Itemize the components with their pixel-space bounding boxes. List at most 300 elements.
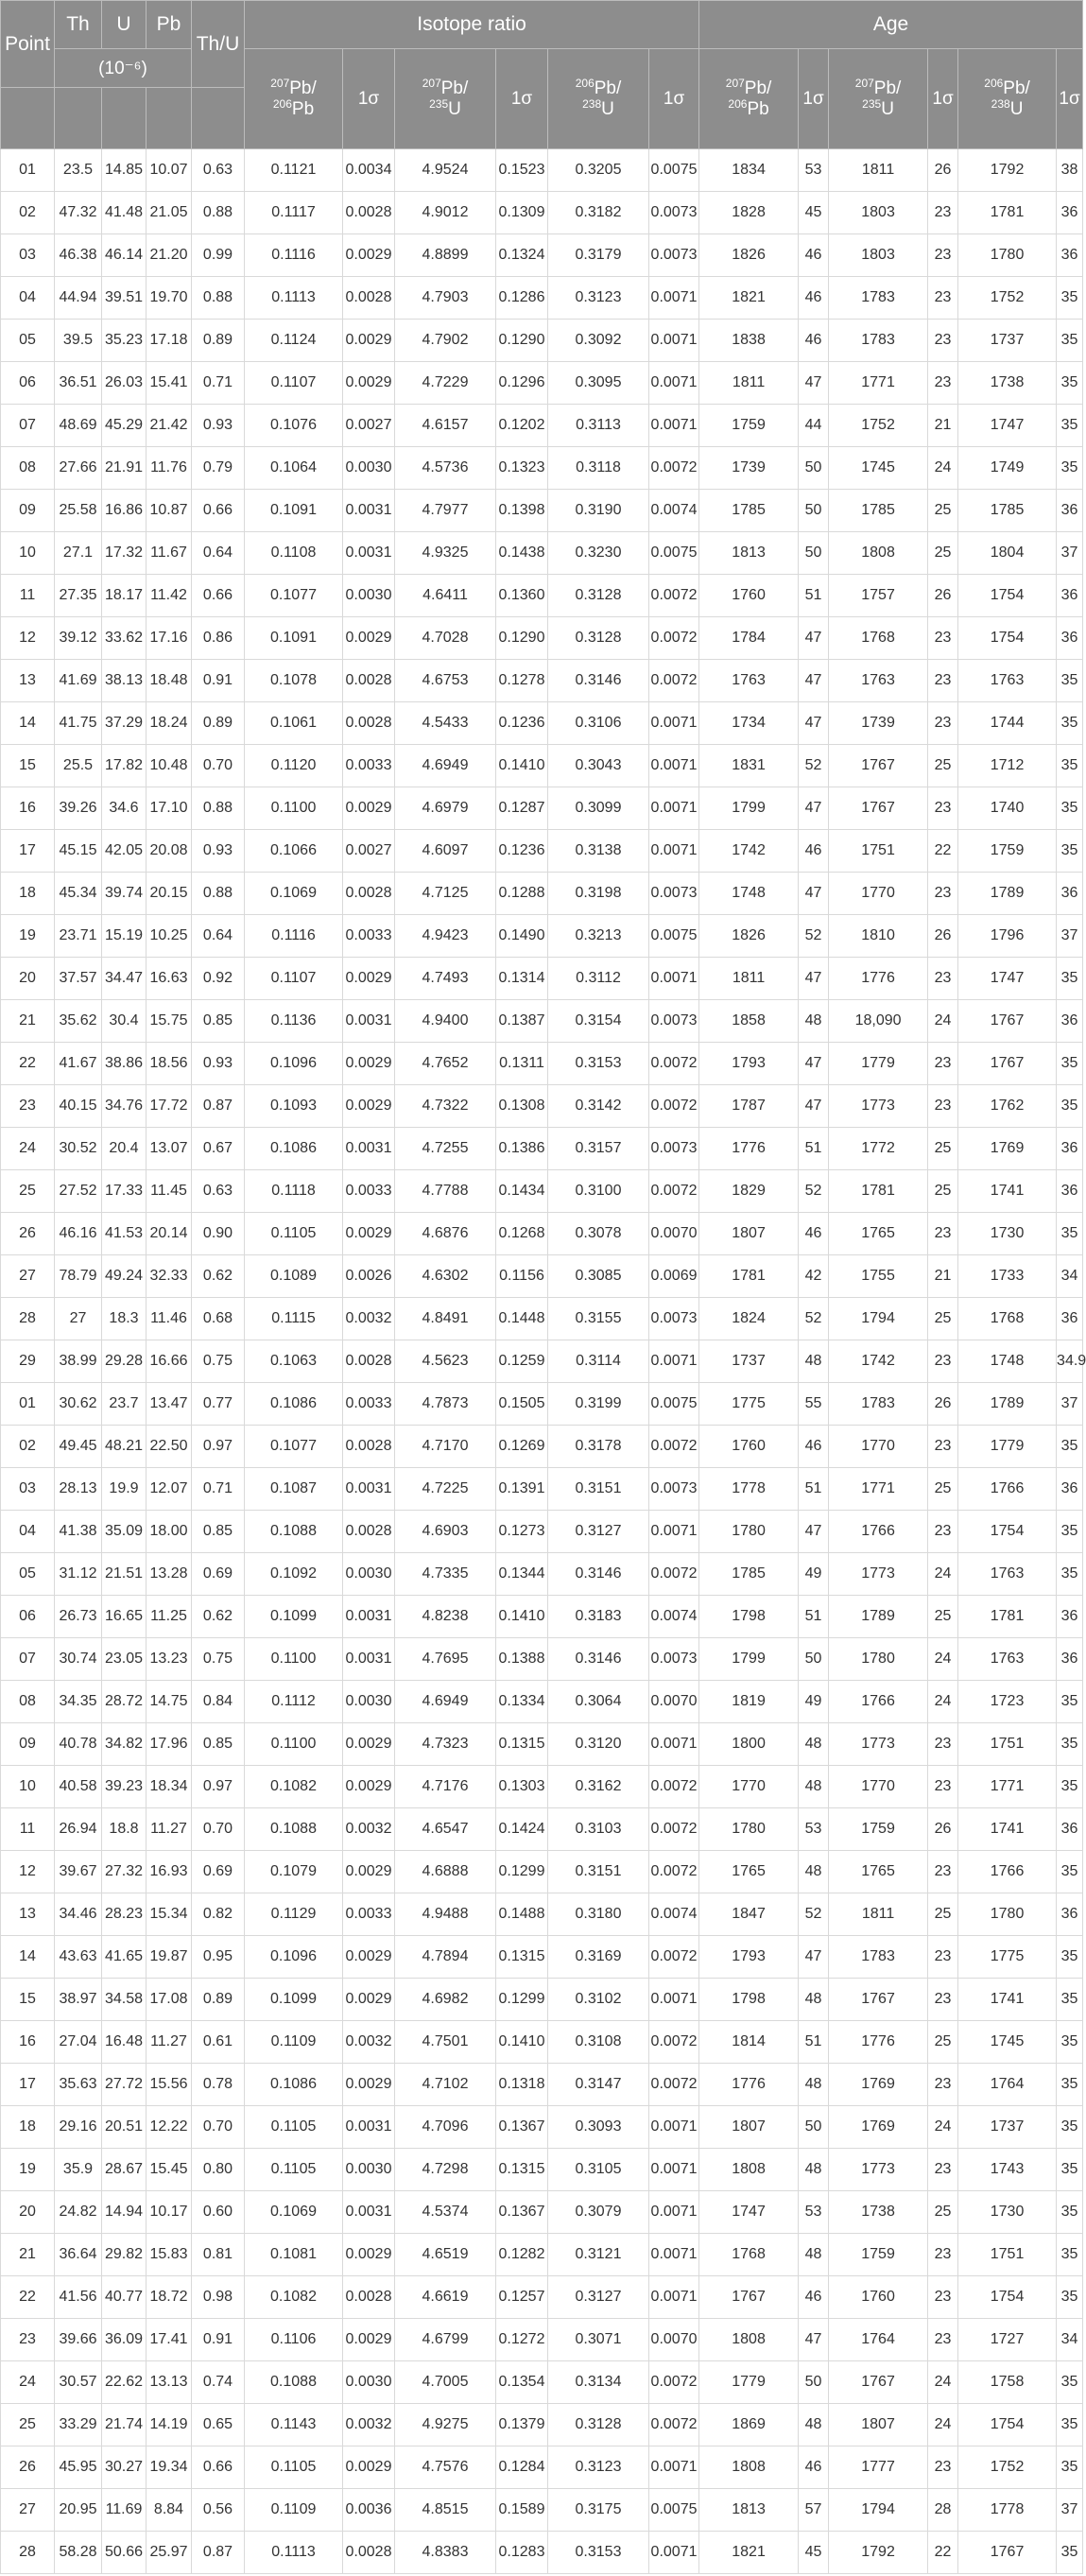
table-cell: 1767: [699, 2276, 799, 2319]
table-cell: 30.52: [55, 1128, 102, 1170]
table-row: [1, 1298, 1083, 1340]
table-cell: 0.0029: [343, 320, 395, 362]
table-cell: 0.70: [192, 745, 245, 787]
table-cell: 0.3151: [548, 1468, 649, 1511]
table-cell: 0.0071: [649, 1723, 699, 1766]
table-cell: 0.1078: [245, 660, 343, 702]
table-cell: 13: [1, 1893, 55, 1936]
table-cell: 1783: [829, 277, 928, 320]
table-cell: 0.1105: [245, 2106, 343, 2149]
table-cell: 23: [928, 192, 958, 234]
table-row: [1, 362, 1083, 405]
table-cell: 1741: [958, 1808, 1057, 1851]
table-cell: 37: [1057, 1383, 1083, 1426]
table-cell: 45: [799, 2532, 829, 2574]
table-cell: 16.48: [102, 2021, 147, 2064]
table-cell: 38.86: [102, 1043, 147, 1085]
table-cell: 1766: [829, 1681, 928, 1723]
table-cell: 4.9400: [395, 1000, 496, 1043]
table-cell: 1785: [958, 490, 1057, 532]
table-cell: 39.74: [102, 873, 147, 915]
table-cell: 0.88: [192, 787, 245, 830]
table-cell: 0.88: [192, 192, 245, 234]
table-cell: 26: [928, 915, 958, 958]
table-cell: 4.6519: [395, 2234, 496, 2276]
table-cell: 17: [1, 830, 55, 873]
table-cell: 0.3105: [548, 2149, 649, 2191]
table-cell: 22: [928, 2532, 958, 2574]
table-cell: 35: [1057, 2404, 1083, 2446]
table-cell: 1807: [829, 2404, 928, 2446]
table-cell: 0.92: [192, 958, 245, 1000]
table-row: [1, 447, 1083, 490]
table-cell: 39.5: [55, 320, 102, 362]
table-cell: 35: [1057, 2276, 1083, 2319]
table-cell: 0.0032: [343, 1808, 395, 1851]
table-cell: 17.41: [147, 2319, 192, 2361]
table-cell: 17.18: [147, 320, 192, 362]
table-cell: 0.1100: [245, 1638, 343, 1681]
table-cell: 0.0029: [343, 362, 395, 405]
table-cell: 1779: [699, 2361, 799, 2404]
table-cell: 06: [1, 362, 55, 405]
table-cell: 0.1315: [496, 1723, 548, 1766]
table-cell: 4.6949: [395, 745, 496, 787]
table-cell: 32.33: [147, 1255, 192, 1298]
table-cell: 21.42: [147, 405, 192, 447]
table-row: [1, 1681, 1083, 1723]
table-cell: 0.0073: [649, 234, 699, 277]
table-cell: 0.0028: [343, 192, 395, 234]
table-cell: 1781: [699, 1255, 799, 1298]
table-cell: 35: [1057, 2446, 1083, 2489]
table-cell: 0.1323: [496, 447, 548, 490]
table-cell: 11.25: [147, 1596, 192, 1638]
table-cell: 11.46: [147, 1298, 192, 1340]
table-cell: 1803: [829, 234, 928, 277]
table-cell: 23: [928, 1851, 958, 1893]
table-cell: 0.0072: [649, 2064, 699, 2106]
table-cell: 0.3147: [548, 2064, 649, 2106]
table-cell: 12.22: [147, 2106, 192, 2149]
table-cell: 0.3151: [548, 1851, 649, 1893]
table-cell: 1741: [958, 1170, 1057, 1213]
table-cell: 1751: [958, 2234, 1057, 2276]
table-cell: 0.0029: [343, 1979, 395, 2021]
table-cell: 1819: [699, 1681, 799, 1723]
table-cell: 0.89: [192, 702, 245, 745]
table-cell: 11.27: [147, 2021, 192, 2064]
table-cell: 41.48: [102, 192, 147, 234]
table-row: [1, 320, 1083, 362]
table-cell: 1765: [699, 1851, 799, 1893]
table-cell: 1778: [699, 1468, 799, 1511]
table-cell: 0.1109: [245, 2021, 343, 2064]
table-cell: 4.7005: [395, 2361, 496, 2404]
table-cell: 0.3102: [548, 1979, 649, 2021]
table-cell: 0.1410: [496, 745, 548, 787]
table-cell: 1772: [829, 1128, 928, 1170]
table-cell: 50: [799, 2361, 829, 2404]
table-cell: 0.0071: [649, 362, 699, 405]
table-cell: 0.0070: [649, 2319, 699, 2361]
table-cell: 4.5374: [395, 2191, 496, 2234]
table-cell: 0.64: [192, 532, 245, 575]
table-cell: 24: [928, 2106, 958, 2149]
table-cell: 49: [799, 1553, 829, 1596]
table-cell: 0.1105: [245, 1213, 343, 1255]
table-cell: 23: [928, 702, 958, 745]
table-cell: 26: [928, 1808, 958, 1851]
table-cell: 1762: [958, 1085, 1057, 1128]
table-cell: 0.91: [192, 660, 245, 702]
table-cell: 41.75: [55, 702, 102, 745]
table-cell: 0.0029: [343, 1043, 395, 1085]
table-cell: 1771: [829, 1468, 928, 1511]
table-cell: 0.0029: [343, 1766, 395, 1808]
table-cell: 1759: [958, 830, 1057, 873]
table-cell: 0.1116: [245, 915, 343, 958]
table-cell: 0.3095: [548, 362, 649, 405]
table-cell: 18.17: [102, 575, 147, 617]
table-cell: 0.64: [192, 915, 245, 958]
table-cell: 09: [1, 1723, 55, 1766]
table-cell: 35.09: [102, 1511, 147, 1553]
table-cell: 37.57: [55, 958, 102, 1000]
table-cell: 35.62: [55, 1000, 102, 1043]
table-cell: 0.1288: [496, 873, 548, 915]
table-cell: 1733: [958, 1255, 1057, 1298]
table-cell: 1767: [829, 2361, 928, 2404]
table-cell: 0.0071: [649, 1979, 699, 2021]
table-cell: 0.0072: [649, 660, 699, 702]
table-cell: 0.0071: [649, 2234, 699, 2276]
table-cell: 23: [928, 320, 958, 362]
table-cell: 15.19: [102, 915, 147, 958]
table-cell: 47: [799, 2319, 829, 2361]
header-sigma: 1σ: [649, 49, 699, 149]
table-cell: 0.0071: [649, 830, 699, 873]
table-cell: 52: [799, 1298, 829, 1340]
table-cell: 0.3128: [548, 617, 649, 660]
table-cell: 1869: [699, 2404, 799, 2446]
table-cell: 14.85: [102, 149, 147, 192]
table-cell: 28.13: [55, 1468, 102, 1511]
table-cell: 1769: [958, 1128, 1057, 1170]
header-spacer: [55, 88, 102, 149]
table-cell: 1799: [699, 787, 799, 830]
table-cell: 1785: [829, 490, 928, 532]
table-cell: 0.3146: [548, 1553, 649, 1596]
table-cell: 01: [1, 149, 55, 192]
table-cell: 0.0033: [343, 745, 395, 787]
table-cell: 36.51: [55, 362, 102, 405]
table-cell: 1769: [829, 2106, 928, 2149]
table-cell: 0.0028: [343, 1426, 395, 1468]
table-cell: 25: [928, 1298, 958, 1340]
table-cell: 41.65: [102, 1936, 147, 1979]
table-cell: 0.1299: [496, 1851, 548, 1893]
table-cell: 35: [1057, 2361, 1083, 2404]
table-cell: 11.42: [147, 575, 192, 617]
table-cell: 29.16: [55, 2106, 102, 2149]
table-cell: 0.0030: [343, 1681, 395, 1723]
table-cell: 0.0032: [343, 1298, 395, 1340]
table-cell: 08: [1, 1681, 55, 1723]
table-cell: 48: [799, 1340, 829, 1383]
table-cell: 16.93: [147, 1851, 192, 1893]
table-row: [1, 2064, 1083, 2106]
table-cell: 0.63: [192, 1170, 245, 1213]
table-cell: 0.0071: [649, 1340, 699, 1383]
header-ratio-75: $^{207}$Pb/ $^{235}$U: [395, 49, 496, 149]
table-cell: 0.3205: [548, 149, 649, 192]
table-cell: 1826: [699, 234, 799, 277]
table-cell: 0.63: [192, 149, 245, 192]
table-cell: 23: [928, 1426, 958, 1468]
table-cell: 0.1448: [496, 1298, 548, 1340]
table-row: [1, 2021, 1083, 2064]
table-cell: 1789: [958, 1383, 1057, 1426]
table-cell: 0.1129: [245, 1893, 343, 1936]
table-cell: 1767: [829, 745, 928, 787]
table-cell: 1743: [958, 2149, 1057, 2191]
table-cell: 06: [1, 1596, 55, 1638]
table-cell: 21: [1, 2234, 55, 2276]
table-cell: 1751: [829, 830, 928, 873]
table-cell: 23: [928, 234, 958, 277]
table-cell: 0.0074: [649, 490, 699, 532]
table-cell: 0.0072: [649, 1936, 699, 1979]
table-cell: 22: [928, 830, 958, 873]
table-cell: 4.6982: [395, 1979, 496, 2021]
table-cell: 23.71: [55, 915, 102, 958]
table-cell: 0.1354: [496, 2361, 548, 2404]
table-cell: 16.63: [147, 958, 192, 1000]
table-cell: 34.46: [55, 1893, 102, 1936]
table-cell: 1745: [958, 2021, 1057, 2064]
table-cell: 1807: [699, 2106, 799, 2149]
table-cell: 21: [1, 1000, 55, 1043]
table-cell: 0.1105: [245, 2149, 343, 2191]
table-cell: 36: [1057, 1596, 1083, 1638]
table-cell: 10: [1, 1766, 55, 1808]
table-cell: 0.3112: [548, 958, 649, 1000]
table-cell: 1760: [699, 575, 799, 617]
table-row: [1, 1255, 1083, 1298]
table-cell: 47.32: [55, 192, 102, 234]
table-cell: 35: [1057, 1979, 1083, 2021]
table-row: [1, 532, 1083, 575]
table-cell: 1793: [699, 1043, 799, 1085]
table-cell: 1777: [829, 2446, 928, 2489]
table-cell: 1813: [699, 532, 799, 575]
table-cell: 23: [928, 2064, 958, 2106]
table-cell: 0.0027: [343, 830, 395, 873]
table-cell: 1723: [958, 1681, 1057, 1723]
table-cell: 0.0071: [649, 405, 699, 447]
table-cell: 0.84: [192, 1681, 245, 1723]
table-cell: 0.1287: [496, 787, 548, 830]
table-cell: 40.78: [55, 1723, 102, 1766]
table-cell: 36: [1057, 575, 1083, 617]
table-cell: 4.7255: [395, 1128, 496, 1170]
table-cell: 1737: [699, 1340, 799, 1383]
table-cell: 0.0032: [343, 2021, 395, 2064]
table-cell: 53: [799, 149, 829, 192]
table-cell: 27.04: [55, 2021, 102, 2064]
table-cell: 0.87: [192, 2532, 245, 2574]
table-cell: 0.1283: [496, 2532, 548, 2574]
table-cell: 0.3114: [548, 1340, 649, 1383]
table-cell: 0.1156: [496, 1255, 548, 1298]
table-cell: 1755: [829, 1255, 928, 1298]
header-spacer: [192, 88, 245, 149]
table-cell: 0.0027: [343, 405, 395, 447]
table-cell: 35: [1057, 2021, 1083, 2064]
table-cell: 1780: [958, 234, 1057, 277]
table-cell: 19.9: [102, 1468, 147, 1511]
table-cell: 24.82: [55, 2191, 102, 2234]
table-cell: 0.0073: [649, 1000, 699, 1043]
table-cell: 0.3127: [548, 2276, 649, 2319]
table-cell: 4.9524: [395, 149, 496, 192]
table-cell: 0.0070: [649, 1213, 699, 1255]
table-cell: 11: [1, 1808, 55, 1851]
table-cell: 0.0033: [343, 915, 395, 958]
table-cell: 0.1434: [496, 1170, 548, 1213]
table-row: [1, 2361, 1083, 2404]
table-cell: 35: [1057, 1085, 1083, 1128]
table-cell: 36: [1057, 1808, 1083, 1851]
table-cell: 52: [799, 915, 829, 958]
table-cell: 1787: [699, 1085, 799, 1128]
table-cell: 1739: [699, 447, 799, 490]
table-cell: 25: [928, 2191, 958, 2234]
table-row: [1, 1808, 1083, 1851]
table-cell: 35: [1057, 277, 1083, 320]
table-cell: 23: [928, 2234, 958, 2276]
table-row: [1, 1638, 1083, 1681]
table-cell: 50: [799, 490, 829, 532]
table-cell: 0.3085: [548, 1255, 649, 1298]
table-cell: 30.74: [55, 1638, 102, 1681]
table-cell: 21.74: [102, 2404, 147, 2446]
table-cell: 0.0072: [649, 1851, 699, 1893]
table-cell: 39.12: [55, 617, 102, 660]
table-cell: 0.1086: [245, 1383, 343, 1426]
table-cell: 0.65: [192, 2404, 245, 2446]
table-cell: 1759: [829, 2234, 928, 2276]
table-cell: 0.0071: [649, 2532, 699, 2574]
table-cell: 0.3183: [548, 1596, 649, 1638]
table-cell: 0.0072: [649, 1170, 699, 1213]
table-cell: 1785: [699, 1553, 799, 1596]
table-cell: 35: [1057, 1511, 1083, 1553]
table-cell: 0.1107: [245, 958, 343, 1000]
table-cell: 09: [1, 490, 55, 532]
header-spacer: [1, 88, 55, 149]
table-cell: 4.7225: [395, 1468, 496, 1511]
table-cell: 16.65: [102, 1596, 147, 1638]
table-cell: 0.89: [192, 1979, 245, 2021]
table-cell: 37: [1057, 532, 1083, 575]
table-cell: 0.0029: [343, 1085, 395, 1128]
table-row: [1, 1723, 1083, 1766]
table-cell: 49.24: [102, 1255, 147, 1298]
table-cell: 26.73: [55, 1596, 102, 1638]
table-cell: 1789: [958, 873, 1057, 915]
table-cell: 18.48: [147, 660, 192, 702]
table-row: [1, 958, 1083, 1000]
table-cell: 1730: [958, 2191, 1057, 2234]
table-cell: 36: [1057, 1893, 1083, 1936]
table-cell: 4.6547: [395, 1808, 496, 1851]
table-cell: 1773: [829, 1553, 928, 1596]
table-cell: 0.61: [192, 2021, 245, 2064]
table-cell: 36: [1057, 1000, 1083, 1043]
table-cell: 1798: [699, 1979, 799, 2021]
table-cell: 26: [928, 149, 958, 192]
table-cell: 4.5433: [395, 702, 496, 745]
table-cell: 34.76: [102, 1085, 147, 1128]
table-cell: 0.0033: [343, 1170, 395, 1213]
table-cell: 0.1273: [496, 1511, 548, 1553]
table-cell: 4.5736: [395, 447, 496, 490]
table-cell: 17.82: [102, 745, 147, 787]
table-cell: 0.69: [192, 1851, 245, 1893]
table-row: [1, 2191, 1083, 2234]
table-cell: 8.84: [147, 2489, 192, 2532]
header-spacer: [147, 88, 192, 149]
table-cell: 0.1069: [245, 2191, 343, 2234]
table-cell: 4.7125: [395, 873, 496, 915]
table-cell: 27.66: [55, 447, 102, 490]
table-cell: 35: [1057, 702, 1083, 745]
table-cell: 46: [799, 320, 829, 362]
table-cell: 21.91: [102, 447, 147, 490]
table-cell: 0.77: [192, 1383, 245, 1426]
table-cell: 0.0071: [649, 2446, 699, 2489]
table-cell: 35: [1057, 2149, 1083, 2191]
table-cell: 0.1113: [245, 2532, 343, 2574]
table-cell: 1781: [829, 1170, 928, 1213]
table-cell: 48: [799, 1979, 829, 2021]
table-cell: 0.1107: [245, 362, 343, 405]
table-row: [1, 405, 1083, 447]
table-cell: 0.71: [192, 362, 245, 405]
table-cell: 30.4: [102, 1000, 147, 1043]
table-cell: 1804: [958, 532, 1057, 575]
table-cell: 48: [799, 1766, 829, 1808]
table-cell: 1780: [829, 1638, 928, 1681]
table-cell: 0.1115: [245, 1298, 343, 1340]
table-cell: 0.1143: [245, 2404, 343, 2446]
table-cell: 49.45: [55, 1426, 102, 1468]
table-cell: 1776: [699, 1128, 799, 1170]
table-cell: 0.1079: [245, 1851, 343, 1893]
table-cell: 23: [928, 1936, 958, 1979]
table-cell: 1828: [699, 192, 799, 234]
table-cell: 39.26: [55, 787, 102, 830]
table-row: [1, 745, 1083, 787]
table-cell: 36: [1057, 617, 1083, 660]
table-cell: 4.7096: [395, 2106, 496, 2149]
table-cell: 18,090: [829, 1000, 928, 1043]
table-cell: 78.79: [55, 1255, 102, 1298]
table-cell: 0.0073: [649, 873, 699, 915]
table-cell: 0.1136: [245, 1000, 343, 1043]
